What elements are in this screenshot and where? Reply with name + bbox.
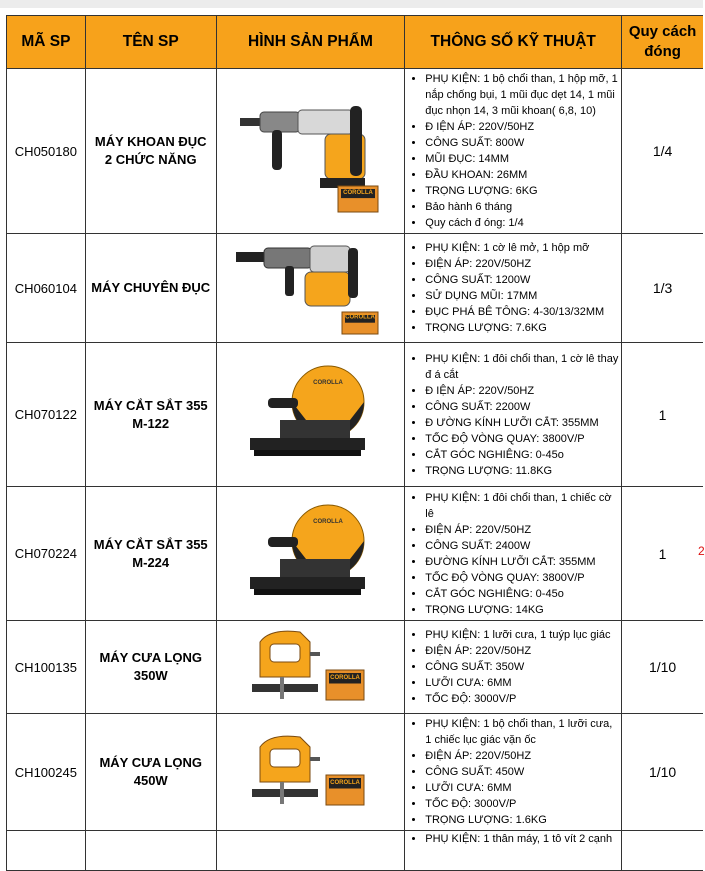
spec-item: • Quy cách đ óng: 1/4 (425, 215, 621, 231)
spec-item: • ĐIỆN ÁP: 220V/50HZ (425, 522, 621, 538)
spec-item: • ĐỤC PHÁ BÊ TÔNG: 4-30/13/32MM (425, 304, 621, 320)
product-name (85, 831, 216, 871)
header-name: TÊN SP (85, 16, 216, 69)
packing-qty: 1/10 (622, 621, 703, 714)
product-code: CH050180 (7, 69, 86, 234)
edge-mark: 2 (698, 544, 705, 558)
cut-off-saw-image (216, 487, 405, 621)
spec-item: • PHỤ KIỆN: 1 đôi chổi than, 1 cờ lê thay đ á cắt (425, 351, 621, 383)
spec-item: • MŨI ĐỤC: 14MM (425, 151, 621, 167)
spec-item: • Bảo hành 6 tháng (425, 199, 621, 215)
product-code (7, 831, 86, 871)
product-specs (405, 487, 622, 621)
svg-text:COROLLA: COROLLA (343, 189, 374, 196)
product-name: MÁY CHUYÊN ĐỤC (85, 234, 216, 343)
spec-item: • CÔNG SUẤT: 1200W (425, 272, 621, 288)
packing-qty: 1 (622, 487, 703, 621)
spec-item: • CÔNG SUẤT: 2400W (425, 538, 621, 554)
spec-item: • Đ IỆN ÁP: 220V/50HZ (425, 119, 621, 135)
spec-item: • TRỌNG LƯỢNG: 1.6KG (425, 812, 621, 828)
svg-text:COROLLA: COROLLA (313, 518, 344, 525)
header-qty: Quy cách đóng (622, 16, 703, 69)
product-specs (405, 621, 622, 714)
table-row (7, 487, 704, 621)
packing-qty: 1/4 (622, 69, 703, 234)
spec-item: • PHỤ KIỆN: 1 bộ chổi than, 1 lưỡi cưa, 1 chiếc lục giác vặn ốc (425, 716, 621, 748)
spec-item: • ĐIỆN ÁP: 220V/50HZ (425, 748, 621, 764)
header-image: HÌNH SẢN PHẨM (216, 16, 405, 69)
spec-item: • Đ IỆN ÁP: 220V/50HZ (425, 383, 621, 399)
table-row (7, 343, 704, 487)
product-code: CH070224 (7, 487, 86, 621)
spec-item: • ĐƯỜNG KÍNH LƯỠI CẮT: 355MM (425, 554, 621, 570)
product-name: MÁY KHOAN ĐỤC 2 CHỨC NĂNG (85, 69, 216, 234)
spec-item: • Đ ƯỜNG KÍNH LƯỠI CẮT: 355MM (425, 415, 621, 431)
spec-item: • TỐC ĐỘ: 3000V/P (425, 796, 621, 812)
packing-qty: 1 (622, 343, 703, 487)
product-name: MÁY CẮT SẮT 355 M-224 (85, 487, 216, 621)
spec-item: • LƯỠI CƯA: 6MM (425, 675, 621, 691)
spec-item: • TỐC ĐỘ: 3000V/P (425, 691, 621, 707)
spec-item: • ĐIỆN ÁP: 220V/50HZ (425, 643, 621, 659)
spec-item: • PHỤ KIỆN: 1 cờ lê mở, 1 hộp mỡ (425, 240, 621, 256)
svg-text:COROLLA: COROLLA (330, 675, 361, 681)
table-row (7, 621, 704, 714)
product-specs (405, 831, 622, 871)
spec-item: • TỐC ĐỘ VÒNG QUAY: 3800V/P (425, 570, 621, 586)
product-box-icon (326, 775, 364, 805)
spec-item: • ĐIỆN ÁP: 220V/50HZ (425, 256, 621, 272)
spec-item: • LƯỠI CƯA: 6MM (425, 780, 621, 796)
top-gray-bar (0, 0, 703, 8)
table-row (7, 234, 704, 343)
spec-item: • CÔNG SUẤT: 350W (425, 659, 621, 675)
table-row (7, 831, 704, 871)
spec-item: • TRỌNG LƯỢNG: 14KG (425, 602, 621, 618)
svg-text:COROLLA: COROLLA (330, 780, 361, 786)
packing-qty: 1/10 (622, 714, 703, 831)
jigsaw-image (216, 621, 405, 714)
product-code: CH100135 (7, 621, 86, 714)
spec-item: • PHỤ KIỆN: 1 lưỡi cưa, 1 tuýp lục giác (425, 627, 621, 643)
spec-item: • TRỌNG LƯỢNG: 7.6KG (425, 320, 621, 336)
product-name: MÁY CƯA LỌNG 350W (85, 621, 216, 714)
spec-item: • TRỌNG LƯỢNG: 11.8KG (425, 463, 621, 479)
spec-item: • CÔNG SUẤT: 450W (425, 764, 621, 780)
spec-item: • PHỤ KIỆN: 1 đôi chổi than, 1 chiếc cờ lê (425, 490, 621, 522)
spec-item: • CẮT GÓC NGHIÊNG: 0-45o (425, 586, 621, 602)
spec-item: • ĐẦU KHOAN: 26MM (425, 167, 621, 183)
product-image-cell (216, 831, 405, 871)
spec-item: • TỐC ĐỘ VÒNG QUAY: 3800V/P (425, 431, 621, 447)
table-row (7, 714, 704, 831)
table-row (7, 69, 704, 234)
product-table (6, 15, 703, 871)
header-specs: THÔNG SỐ KỸ THUẬT (405, 16, 622, 69)
jigsaw-image (216, 714, 405, 831)
product-specs (405, 343, 622, 487)
product-name: MÁY CƯA LỌNG 450W (85, 714, 216, 831)
spec-item: • CẮT GÓC NGHIÊNG: 0-45o (425, 447, 621, 463)
product-code: CH060104 (7, 234, 86, 343)
product-specs (405, 714, 622, 831)
spec-item: • PHỤ KIỆN: 1 thân máy, 1 tô vít 2 cạnh (425, 831, 621, 847)
spec-item: • TRỌNG LƯỢNG: 6KG (425, 183, 621, 199)
product-code: CH070122 (7, 343, 86, 487)
product-box-icon (342, 312, 378, 334)
cut-off-saw-image (216, 343, 405, 487)
spec-item: • CÔNG SUẤT: 2200W (425, 399, 621, 415)
product-box-icon (338, 186, 378, 212)
product-code: CH100245 (7, 714, 86, 831)
product-specs (405, 234, 622, 343)
header-row (7, 16, 704, 69)
packing-qty (622, 831, 703, 871)
demolition-hammer-image (216, 234, 405, 343)
svg-text:COROLLA: COROLLA (313, 379, 344, 386)
product-name: MÁY CẮT SẮT 355 M-122 (85, 343, 216, 487)
spec-item: • CÔNG SUẤT: 800W (425, 135, 621, 151)
product-specs (405, 69, 622, 234)
rotary-hammer-drill-image (216, 69, 405, 234)
svg-text:COROLLA: COROLLA (345, 314, 376, 321)
spec-item: • PHỤ KIỆN: 1 bộ chổi than, 1 hộp mỡ, 1 nắp chống bụi, 1 mũi đục dẹt 14, 1 mũi đục nhọn 14, 3 mũi khoan( 6,8, 10) (425, 71, 621, 119)
header-code: MÃ SP (7, 16, 86, 69)
product-box-icon (326, 670, 364, 700)
spec-item: • SỬ DỤNG MŨI: 17MM (425, 288, 621, 304)
packing-qty: 1/3 (622, 234, 703, 343)
